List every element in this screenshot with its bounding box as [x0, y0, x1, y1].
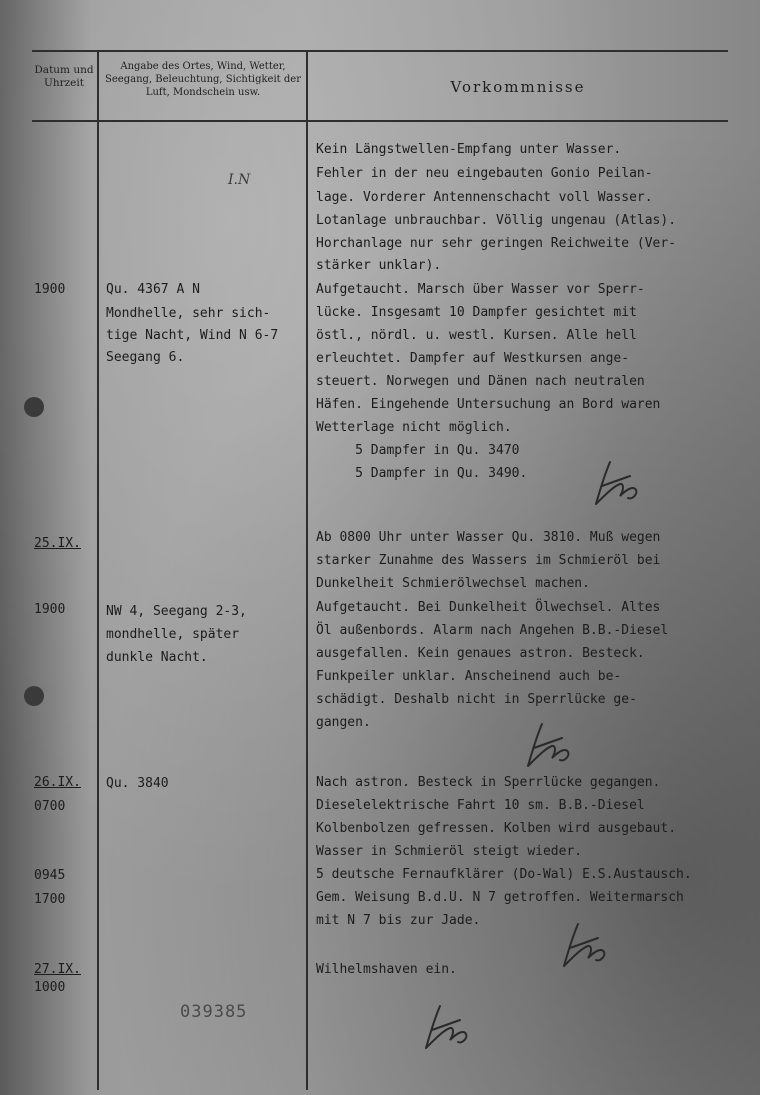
event-line: schädigt. Deshalb nicht in Sperrlücke ge-	[316, 692, 637, 707]
event-line: östl., nördl. u. westl. Kursen. Alle hell	[316, 328, 637, 343]
column-divider-1	[97, 50, 99, 1090]
column-divider-2	[306, 50, 308, 1090]
entry-time: 0700	[34, 799, 66, 814]
entry-date: 27.IX.	[34, 962, 81, 977]
entry-date: 26.IX.	[34, 775, 81, 790]
event-line: Häfen. Eingehende Untersuchung an Bord waren	[316, 397, 661, 412]
place-line: NW 4, Seegang 2-3,	[106, 604, 247, 619]
signature	[512, 718, 582, 778]
event-line: Öl außenbords. Alarm nach Angehen B.B.-Diesel	[316, 623, 669, 638]
entry-time: 1700	[34, 892, 66, 907]
event-line: erleuchtet. Dampfer auf Westkursen ange-	[316, 351, 630, 366]
header-top-rule	[32, 50, 728, 52]
entry-time: 1000	[34, 980, 66, 995]
entry-date: 25.IX.	[34, 536, 81, 551]
archive-stamp: 039385	[180, 1002, 248, 1022]
entry-time: 1900	[34, 282, 66, 297]
event-line: stärker unklar).	[316, 258, 442, 273]
event-line: lage. Vorderer Antennenschacht voll Wasser.	[316, 190, 653, 205]
place-line: tige Nacht, Wind N 6-7	[106, 328, 279, 343]
signature	[580, 456, 650, 516]
place-line: Qu. 4367 A N	[106, 282, 200, 297]
place-line: Mondhelle, sehr sich-	[106, 306, 271, 321]
event-line: Nach astron. Besteck in Sperrlücke gegangen.	[316, 775, 661, 790]
event-line: Funkpeiler unklar. Anscheinend auch be-	[316, 669, 622, 684]
header-events: Vorkommnisse	[450, 78, 586, 96]
event-line: Fehler in der neu eingebauten Gonio Peilan-	[316, 166, 653, 181]
event-line: Wetterlage nicht möglich.	[316, 420, 512, 435]
punch-hole	[24, 686, 44, 706]
signature	[410, 1000, 480, 1060]
header-date-time: Datum und Uhrzeit	[34, 64, 94, 89]
event-line: Wilhelmshaven ein.	[316, 962, 457, 977]
event-line: 5 Dampfer in Qu. 3470	[316, 443, 520, 458]
header-bottom-rule	[32, 120, 728, 122]
place-line: Qu. 3840	[106, 776, 169, 791]
place-line: Seegang 6.	[106, 350, 185, 365]
punch-hole	[24, 397, 44, 417]
event-line: Aufgetaucht. Marsch über Wasser vor Sperr-	[316, 282, 645, 297]
place-line: dunkle Nacht.	[106, 650, 208, 665]
event-line: Wasser in Schmieröl steigt wieder.	[316, 844, 583, 859]
header-place-weather: Angabe des Ortes, Wind, Wetter, Seegang, Beleuchtung, Sichtigkeit der Luft, Mondschein usw.	[105, 61, 301, 98]
entry-time: 0945	[34, 868, 66, 883]
event-line: Lotanlage unbrauchbar. Völlig ungenau (Atlas).	[316, 213, 677, 228]
event-line: Aufgetaucht. Bei Dunkelheit Ölwechsel. Altes	[316, 600, 661, 615]
event-line: ausgefallen. Kein genaues astron. Besteck.	[316, 646, 645, 661]
event-line: 5 Dampfer in Qu. 3490.	[316, 466, 528, 481]
event-line: lücke. Insgesamt 10 Dampfer gesichtet mit	[316, 305, 637, 320]
event-line: Kein Längstwellen-Empfang unter Wasser.	[316, 142, 622, 157]
place-line: mondhelle, später	[106, 627, 240, 642]
entry-time: 1900	[34, 602, 66, 617]
event-line: 5 deutsche Fernaufklärer (Do-Wal) E.S.Austausch.	[316, 867, 692, 882]
event-line: Dunkelheit Schmierölwechsel machen.	[316, 576, 590, 591]
event-line: Dieselelektrische Fahrt 10 sm. B.B.-Diesel	[316, 798, 645, 813]
event-line: Ab 0800 Uhr unter Wasser Qu. 3810. Muß wegen	[316, 530, 661, 545]
event-line: Gem. Weisung B.d.U. N 7 getroffen. Weitermarsch	[316, 890, 684, 905]
event-line: starker Zunahme des Wassers im Schmieröl bei	[316, 553, 661, 568]
event-line: Kolbenbolzen gefressen. Kolben wird ausgebaut.	[316, 821, 677, 836]
signature	[548, 918, 618, 978]
event-line: mit N 7 bis zur Jade.	[316, 913, 481, 928]
event-line: Horchanlage nur sehr geringen Reichweite (Ver-	[316, 236, 677, 251]
event-line: steuert. Norwegen und Dänen nach neutralen	[316, 374, 645, 389]
event-line: gangen.	[316, 715, 371, 730]
top-handwritten-mark: I.N	[228, 172, 251, 188]
